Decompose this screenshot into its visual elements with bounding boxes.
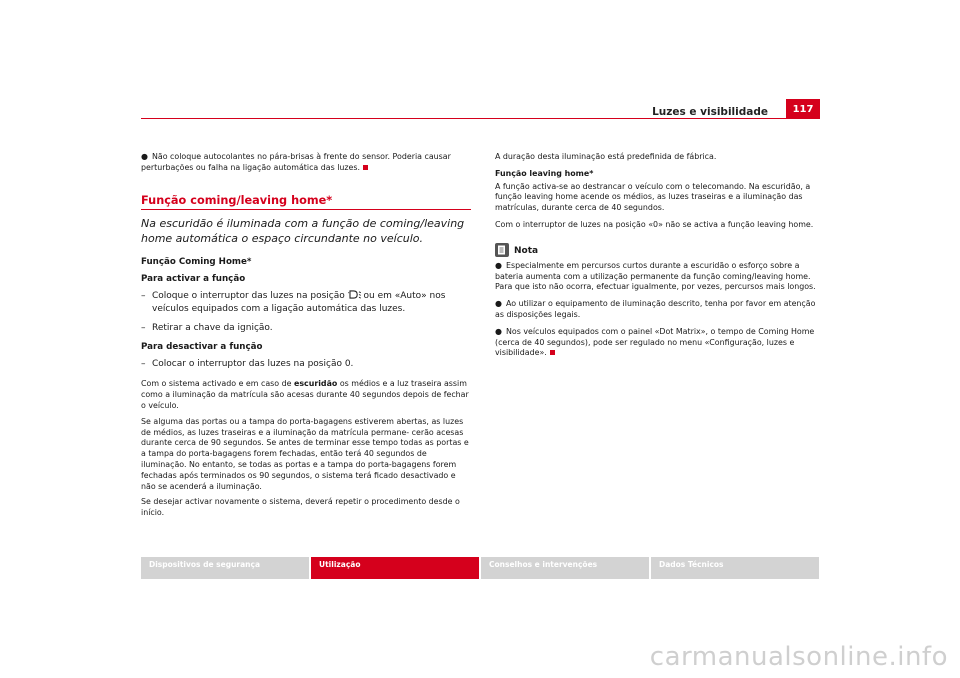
paragraph: Com o interruptor de luzes na posição «0» não se activa a função leaving home.: [495, 219, 814, 229]
header-rule: [141, 118, 820, 119]
section-intro: Na escuridão é iluminada com a função de coming/leaving home automática o espaço circundante no veículo.: [141, 217, 465, 246]
watermark: carmanualsonline.info: [649, 642, 948, 672]
end-mark-icon: [363, 165, 368, 170]
note-text: Especialmente em percursos curtos durante a escuridão o esforço sobre a bateria aumenta com a utilização permanente da função coming/leaving home. Para que isto não ocorra, efectuar igualmente, por vezes, percursos mais longos.: [495, 260, 816, 292]
step-text: Retirar a chave da ignição.: [152, 323, 273, 334]
warning-text: Não coloque autocolantes no pára-brisas à frente do sensor. Poderia causar perturbações ou falha na ligação automática das luzes.: [141, 152, 451, 172]
chapter-nav: [141, 557, 821, 579]
right-column: [495, 152, 821, 365]
section-rule: [141, 209, 471, 210]
note-bullet: [495, 261, 821, 293]
low-beam-icon: [348, 290, 361, 299]
paragraph: [141, 379, 471, 411]
nav-tab-operation[interactable]: Utilização: [311, 557, 479, 579]
warning-bullet: [141, 152, 471, 174]
step-text: Colocar o interruptor das luzes na posição 0.: [152, 359, 354, 370]
dash-icon: –: [141, 359, 146, 370]
deactivate-heading: Para desactivar a função: [141, 342, 263, 353]
activate-heading: Para activar a função: [141, 274, 246, 285]
paragraph: Se desejar activar novamente o sistema, deverá repetir o procedimento desde o início.: [141, 497, 460, 518]
coming-home-heading: Função Coming Home*: [141, 257, 252, 268]
note-bullet: [495, 299, 821, 321]
paragraph: Se alguma das portas ou a tampa do porta-bagagens estiverem abertas, as luzes de médios, as luzes traseiras e a iluminação da matrícula permane- cerão acesas durante cerca de 90 segundos. Se antes de terminar esse tempo todas as portas e a tampa do porta-bagagens forem fechadas, então terá 40 segundos de iluminação. No entanto, se todas as portas e a tampa do porta-bagagens forem fechadas após terminados os 90 segundos, o sistema terá ficado desactivado e não se acenderá a iluminação.: [141, 416, 469, 491]
para-text: Com o sistema activado e em caso de: [141, 379, 292, 389]
left-column: [141, 152, 471, 524]
dash-icon: –: [141, 291, 146, 302]
bullet-icon: ●: [141, 152, 148, 161]
para-bold: escuridão: [293, 379, 338, 389]
note-icon: [495, 243, 509, 257]
dash-icon: –: [141, 323, 146, 334]
note-title: Nota: [514, 245, 539, 256]
step-text: Coloque o interruptor das luzes na posição: [152, 291, 345, 302]
leaving-home-heading: Função leaving home*: [495, 168, 594, 178]
paragraph: A função activa-se ao destrancar o veículo com o telecomando. Na escuridão, a função leaving home acende os médios, as luzes traseiras e a iluminação das matrículas, durante cerca de 40 segundos.: [495, 181, 811, 213]
nav-tab-safety[interactable]: Dispositivos de segurança: [141, 557, 309, 579]
bullet-icon: ●: [495, 299, 502, 309]
page-number: 117: [786, 99, 820, 119]
section-title: Função coming/leaving home*: [141, 193, 333, 207]
note-text: Nos veículos equipados com o painel «Dot Matrix», o tempo de Coming Home (cerca de 40 segundos), pode ser regulado no menu «Configuração, luzes e visibilidade».: [495, 326, 815, 358]
end-mark-icon: [550, 350, 555, 355]
step-item: [141, 322, 471, 335]
step-item: [141, 358, 471, 371]
nav-tab-technical-data[interactable]: Dados Técnicos: [651, 557, 819, 579]
note-bullet: [495, 327, 821, 359]
step-text: ou em «Auto» nos veículos equipados com a ligação automática das luzes.: [152, 291, 446, 315]
paragraph: A duração desta iluminação está predefinida de fábrica.: [495, 152, 717, 161]
bullet-icon: ●: [495, 326, 502, 336]
note-header: [495, 243, 821, 257]
header-title: Luzes e visibilidade: [652, 106, 768, 118]
step-item: [141, 290, 471, 316]
bullet-icon: ●: [495, 260, 502, 270]
note-text: Ao utilizar o equipamento de iluminação descrito, tenha por favor em atenção as disposições legais.: [495, 299, 816, 319]
para-text: os médios e a luz traseira assim como a iluminação da matrícula são acesas durante 40 segundos depois de fechar o veículo.: [141, 379, 469, 410]
nav-tab-tips[interactable]: Conselhos e intervenções: [481, 557, 649, 579]
